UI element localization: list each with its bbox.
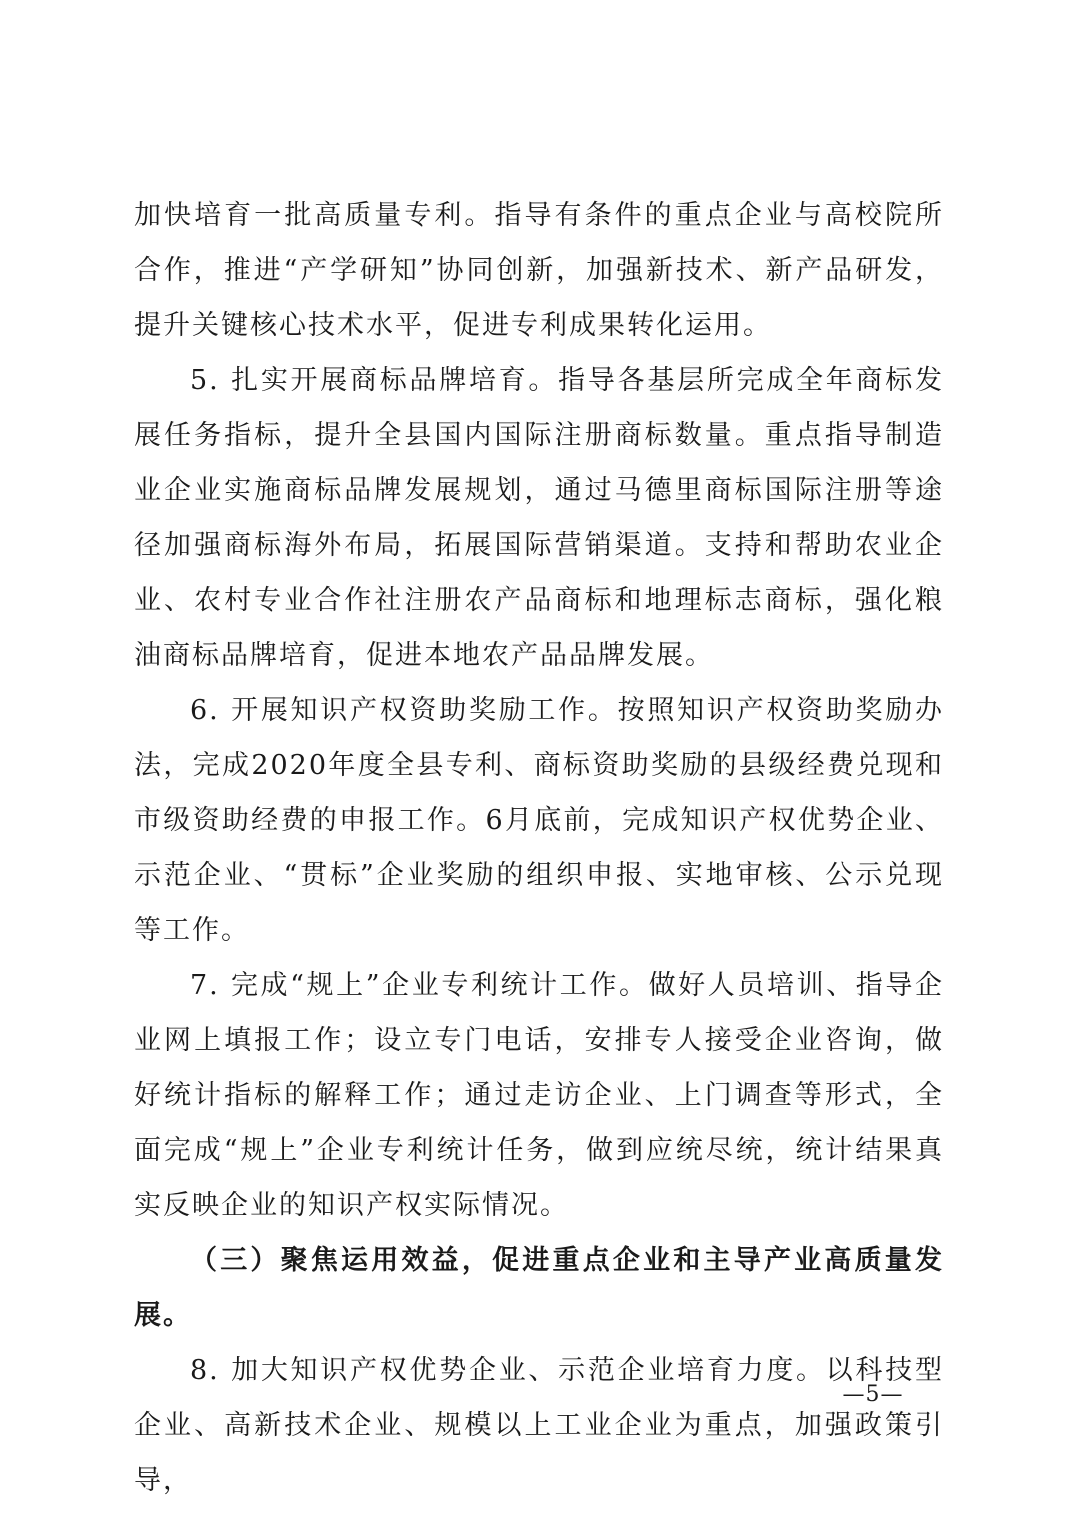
paragraph-patent-statistics: 7. 完成“规上”企业专利统计工作。做好人员培训、指导企业网上填报工作；设立专门电话，安排专人接受企业咨询，做好统计指标的解释工作；通过走访企业、上门调查等形式，全面完成“规上”企业专利统计任务，做到应统尽统，统计结果真实反映企业的知识产权实际情况。 — [134, 970, 944, 1221]
document-body — [134, 188, 944, 1508]
section-heading-three: （三）聚焦运用效益，促进重点企业和主导产业高质量发展。 — [134, 1245, 944, 1331]
page-number: —5— — [842, 1382, 904, 1407]
paragraph-ip-enterprise-cultivation: 8. 加大知识产权优势企业、示范企业培育力度。以科技型企业、高新技术企业、规模以上工业企业为重点，加强政策引导， — [134, 1355, 944, 1496]
paragraph-patent-cultivation: 加快培育一批高质量专利。指导有条件的重点企业与高校院所合作，推进“产学研知”协同创新，加强新技术、新产品研发，提升关键核心技术水平，促进专利成果转化运用。 — [134, 200, 944, 341]
paragraph-trademark-brand: 5. 扎实开展商标品牌培育。指导各基层所完成全年商标发展任务指标，提升全县国内国际注册商标数量。重点指导制造业企业实施商标品牌发展规划，通过马德里商标国际注册等途径加强商标海外布局，拓展国际营销渠道。支持和帮助农业企业、农村专业合作社注册农产品商标和地理标志商标，强化粮油商标品牌培育，促进本地农产品品牌发展。 — [134, 365, 944, 671]
paragraph-ip-funding-awards: 6. 开展知识产权资助奖励工作。按照知识产权资助奖励办法，完成2020年度全县专利、商标资助奖励的县级经费兑现和市级资助经费的申报工作。6月底前，完成知识产权优势企业、示范企业、“贯标”企业奖励的组织申报、实地审核、公示兑现等工作。 — [134, 695, 944, 946]
